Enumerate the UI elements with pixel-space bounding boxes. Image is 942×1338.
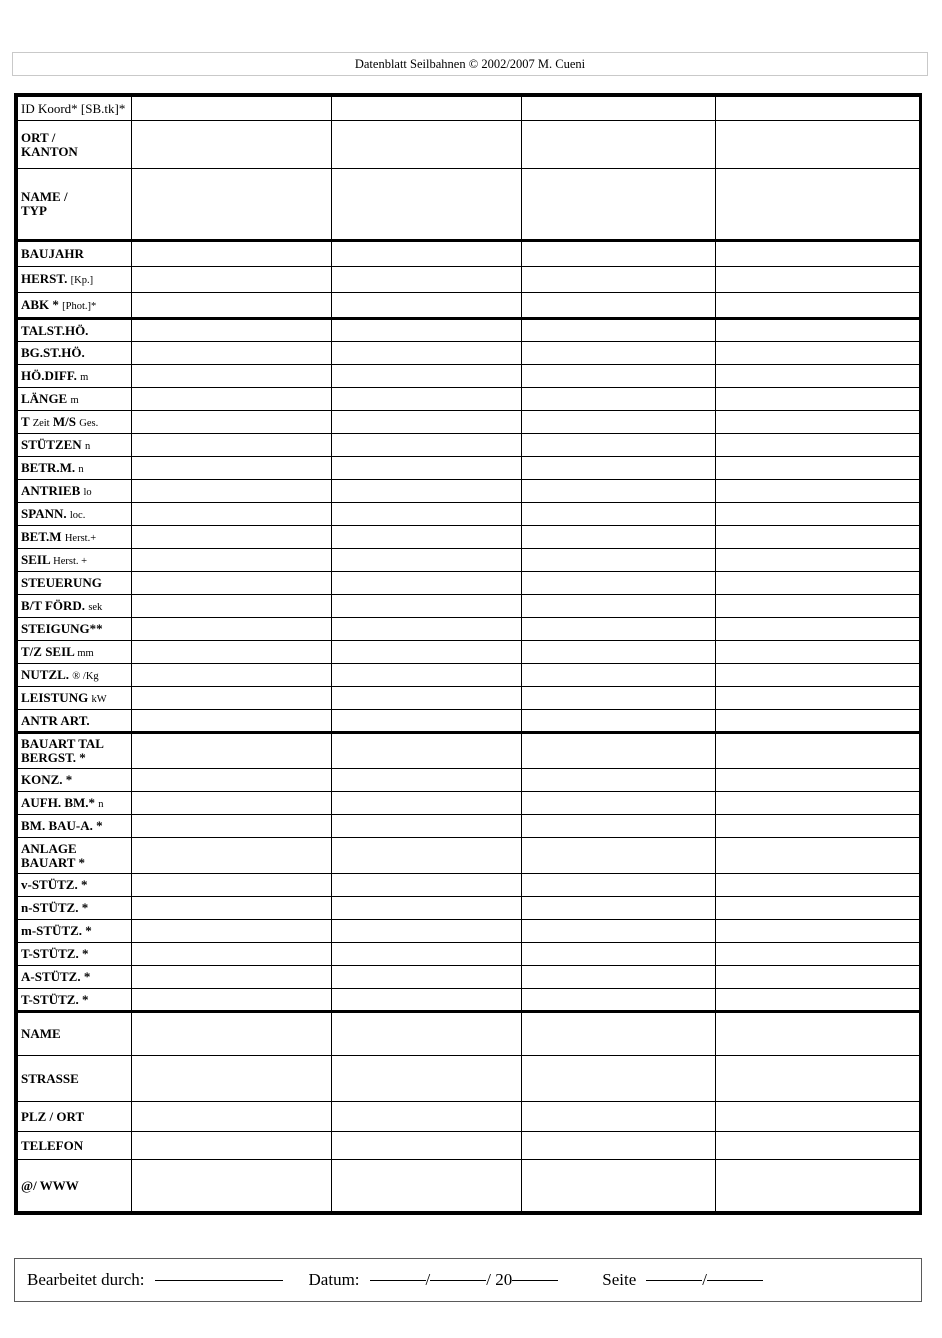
value-cell[interactable]: [522, 526, 716, 549]
value-cell[interactable]: [132, 769, 332, 792]
value-cell[interactable]: [332, 1056, 522, 1102]
footer-page-total-field[interactable]: [707, 1280, 763, 1281]
value-cell[interactable]: [522, 169, 716, 241]
value-cell[interactable]: [332, 319, 522, 342]
footer-date-sep-2: / 20: [486, 1270, 513, 1289]
value-cell[interactable]: [522, 815, 716, 838]
value-cell[interactable]: [716, 733, 920, 769]
value-cell[interactable]: [132, 618, 332, 641]
row-label: HÖ.DIFF. m: [18, 365, 132, 388]
value-cell[interactable]: [716, 434, 920, 457]
row-label: PLZ / ORT: [18, 1102, 132, 1132]
value-cell[interactable]: [132, 342, 332, 365]
value-cell[interactable]: [332, 815, 522, 838]
value-cell[interactable]: [716, 792, 920, 815]
row-label: A-STÜTZ. *: [18, 966, 132, 989]
value-cell[interactable]: [716, 267, 920, 293]
row-label: SPANN. loc.: [18, 503, 132, 526]
table-row: [18, 664, 920, 687]
footer-date-sep-1: /: [425, 1270, 431, 1289]
value-cell[interactable]: [132, 267, 332, 293]
value-cell[interactable]: [716, 365, 920, 388]
table-row: [18, 388, 920, 411]
row-label: @/ WWW: [18, 1160, 132, 1212]
table-row: [18, 989, 920, 1012]
value-cell[interactable]: [522, 595, 716, 618]
value-cell[interactable]: [716, 710, 920, 733]
value-cell[interactable]: [132, 792, 332, 815]
value-cell[interactable]: [332, 503, 522, 526]
table-row: [18, 549, 920, 572]
value-cell[interactable]: [716, 989, 920, 1012]
value-cell[interactable]: [716, 966, 920, 989]
value-cell[interactable]: [716, 411, 920, 434]
value-cell[interactable]: [132, 319, 332, 342]
row-label: ORT / KANTON: [18, 121, 132, 169]
value-cell[interactable]: [132, 838, 332, 874]
value-cell[interactable]: [332, 595, 522, 618]
table-row: [18, 503, 920, 526]
value-cell[interactable]: [716, 549, 920, 572]
value-cell[interactable]: [132, 457, 332, 480]
table-row: [18, 169, 920, 241]
value-cell[interactable]: [716, 319, 920, 342]
value-cell[interactable]: [332, 241, 522, 267]
value-cell[interactable]: [522, 838, 716, 874]
value-cell[interactable]: [132, 595, 332, 618]
row-label: STRASSE: [18, 1056, 132, 1102]
value-cell[interactable]: [132, 920, 332, 943]
value-cell[interactable]: [522, 1132, 716, 1160]
value-cell[interactable]: [132, 1102, 332, 1132]
value-cell[interactable]: [522, 1160, 716, 1212]
footer-date-day-field[interactable]: [370, 1280, 426, 1281]
table-row: [18, 874, 920, 897]
row-label: BET.M Herst.+: [18, 526, 132, 549]
value-cell[interactable]: [132, 121, 332, 169]
value-cell[interactable]: [332, 293, 522, 319]
value-cell[interactable]: [332, 966, 522, 989]
datasheet-table-body: [18, 97, 920, 1212]
row-label: n-STÜTZ. *: [18, 897, 132, 920]
value-cell[interactable]: [332, 365, 522, 388]
row-label: ABK * [Phot.]*: [18, 293, 132, 319]
value-cell[interactable]: [332, 121, 522, 169]
value-cell[interactable]: [332, 457, 522, 480]
value-cell[interactable]: [522, 97, 716, 121]
table-row: [18, 710, 920, 733]
row-label: BETR.M. n: [18, 457, 132, 480]
table-row: [18, 1056, 920, 1102]
value-cell[interactable]: [132, 710, 332, 733]
value-cell[interactable]: [522, 966, 716, 989]
row-label: T/Z SEIL mm: [18, 641, 132, 664]
table-row: [18, 792, 920, 815]
value-cell[interactable]: [522, 388, 716, 411]
value-cell[interactable]: [522, 920, 716, 943]
value-cell[interactable]: [716, 1012, 920, 1056]
value-cell[interactable]: [132, 411, 332, 434]
value-cell[interactable]: [716, 641, 920, 664]
value-cell[interactable]: [522, 1056, 716, 1102]
value-cell[interactable]: [332, 733, 522, 769]
table-row: [18, 815, 920, 838]
table-row: [18, 1132, 920, 1160]
value-cell[interactable]: [332, 1012, 522, 1056]
value-cell[interactable]: [132, 365, 332, 388]
value-cell[interactable]: [522, 411, 716, 434]
value-cell[interactable]: [716, 897, 920, 920]
value-cell[interactable]: [332, 989, 522, 1012]
row-label: AUFH. BM.* n: [18, 792, 132, 815]
row-label: LEISTUNG kW: [18, 687, 132, 710]
value-cell[interactable]: [332, 769, 522, 792]
value-cell[interactable]: [332, 664, 522, 687]
footer-bar: [14, 1258, 922, 1302]
value-cell[interactable]: [716, 687, 920, 710]
value-cell[interactable]: [716, 121, 920, 169]
table-row: [18, 769, 920, 792]
value-cell[interactable]: [716, 618, 920, 641]
row-label: T-STÜTZ. *: [18, 989, 132, 1012]
value-cell[interactable]: [332, 641, 522, 664]
value-cell[interactable]: [132, 388, 332, 411]
table-row: [18, 595, 920, 618]
value-cell[interactable]: [716, 572, 920, 595]
table-row: [18, 733, 920, 769]
value-cell[interactable]: [522, 1102, 716, 1132]
table-row: [18, 526, 920, 549]
row-label: BAUJAHR: [18, 241, 132, 267]
value-cell[interactable]: [132, 241, 332, 267]
row-label: ID Koord* [SB.tk]*: [18, 97, 132, 121]
value-cell[interactable]: [522, 769, 716, 792]
footer-editor-field[interactable]: [155, 1280, 283, 1281]
table-row: [18, 457, 920, 480]
table-row: [18, 897, 920, 920]
document-title: Datenblatt Seilbahnen © 2002/2007 M. Cueni: [354, 56, 586, 71]
value-cell[interactable]: [332, 549, 522, 572]
row-label: HERST. [Kp.]: [18, 267, 132, 293]
value-cell[interactable]: [716, 388, 920, 411]
footer-date-year-field[interactable]: [512, 1280, 558, 1281]
value-cell[interactable]: [132, 97, 332, 121]
table-row: [18, 838, 920, 874]
value-cell[interactable]: [522, 710, 716, 733]
value-cell[interactable]: [716, 293, 920, 319]
row-label: KONZ. *: [18, 769, 132, 792]
value-cell[interactable]: [332, 97, 522, 121]
value-cell[interactable]: [332, 710, 522, 733]
value-cell[interactable]: [332, 792, 522, 815]
row-label: ANLAGE BAUART *: [18, 838, 132, 874]
table-row: [18, 572, 920, 595]
value-cell[interactable]: [332, 388, 522, 411]
value-cell[interactable]: [716, 920, 920, 943]
table-row: [18, 966, 920, 989]
value-cell[interactable]: [522, 480, 716, 503]
row-label: ANTRIEB lo: [18, 480, 132, 503]
value-cell[interactable]: [132, 549, 332, 572]
row-label: NAME / TYP: [18, 169, 132, 241]
value-cell[interactable]: [132, 966, 332, 989]
value-cell[interactable]: [522, 943, 716, 966]
value-cell[interactable]: [522, 293, 716, 319]
value-cell[interactable]: [332, 480, 522, 503]
value-cell[interactable]: [522, 572, 716, 595]
row-label: NAME: [18, 1012, 132, 1056]
value-cell[interactable]: [522, 733, 716, 769]
table-row: [18, 241, 920, 267]
value-cell[interactable]: [716, 526, 920, 549]
row-label: BG.ST.HÖ.: [18, 342, 132, 365]
value-cell[interactable]: [522, 1012, 716, 1056]
value-cell[interactable]: [332, 169, 522, 241]
value-cell[interactable]: [132, 503, 332, 526]
value-cell[interactable]: [522, 267, 716, 293]
value-cell[interactable]: [332, 838, 522, 874]
row-label: LÄNGE m: [18, 388, 132, 411]
value-cell[interactable]: [522, 989, 716, 1012]
value-cell[interactable]: [332, 687, 522, 710]
value-cell[interactable]: [332, 943, 522, 966]
value-cell[interactable]: [522, 874, 716, 897]
value-cell[interactable]: [522, 342, 716, 365]
row-label: v-STÜTZ. *: [18, 874, 132, 897]
footer-page-number-field[interactable]: [646, 1280, 702, 1281]
value-cell[interactable]: [332, 526, 522, 549]
table-row: [18, 1160, 920, 1212]
value-cell[interactable]: [332, 434, 522, 457]
table-row: [18, 687, 920, 710]
table-row: [18, 1102, 920, 1132]
footer-page-label: Seite: [602, 1270, 637, 1289]
table-row: [18, 121, 920, 169]
value-cell[interactable]: [716, 169, 920, 241]
value-cell[interactable]: [522, 319, 716, 342]
value-cell[interactable]: [522, 641, 716, 664]
value-cell[interactable]: [132, 572, 332, 595]
table-row: [18, 319, 920, 342]
value-cell[interactable]: [132, 1012, 332, 1056]
row-label: BM. BAU-A. *: [18, 815, 132, 838]
value-cell[interactable]: [716, 838, 920, 874]
value-cell[interactable]: [716, 1132, 920, 1160]
value-cell[interactable]: [132, 897, 332, 920]
value-cell[interactable]: [332, 1160, 522, 1212]
table-row: [18, 480, 920, 503]
value-cell[interactable]: [522, 897, 716, 920]
value-cell[interactable]: [132, 733, 332, 769]
value-cell[interactable]: [716, 769, 920, 792]
value-cell[interactable]: [332, 572, 522, 595]
value-cell[interactable]: [716, 241, 920, 267]
table-row: [18, 342, 920, 365]
row-label: ANTR ART.: [18, 710, 132, 733]
value-cell[interactable]: [132, 687, 332, 710]
value-cell[interactable]: [522, 792, 716, 815]
row-label: STÜTZEN n: [18, 434, 132, 457]
value-cell[interactable]: [132, 664, 332, 687]
value-cell[interactable]: [522, 618, 716, 641]
value-cell[interactable]: [332, 342, 522, 365]
table-row: [18, 943, 920, 966]
footer-editor-label: Bearbeitet durch:: [27, 1270, 145, 1289]
footer-page-sep: /: [702, 1270, 707, 1289]
value-cell[interactable]: [132, 293, 332, 319]
value-cell[interactable]: [332, 618, 522, 641]
value-cell[interactable]: [132, 943, 332, 966]
table-row: [18, 293, 920, 319]
row-label: TELEFON: [18, 1132, 132, 1160]
table-row: [18, 920, 920, 943]
value-cell[interactable]: [332, 897, 522, 920]
value-cell[interactable]: [522, 549, 716, 572]
row-label: BAUART TAL BERGST. *: [18, 733, 132, 769]
footer-date-label: Datum:: [308, 1270, 360, 1289]
value-cell[interactable]: [132, 434, 332, 457]
value-cell[interactable]: [716, 595, 920, 618]
table-row: [18, 434, 920, 457]
value-cell[interactable]: [716, 874, 920, 897]
value-cell[interactable]: [522, 365, 716, 388]
value-cell[interactable]: [716, 457, 920, 480]
value-cell[interactable]: [522, 241, 716, 267]
value-cell[interactable]: [132, 1132, 332, 1160]
row-label: T Zeit M/S Ges.: [18, 411, 132, 434]
value-cell[interactable]: [132, 526, 332, 549]
value-cell[interactable]: [716, 1102, 920, 1132]
value-cell[interactable]: [132, 1056, 332, 1102]
value-cell[interactable]: [522, 434, 716, 457]
row-label: SEIL Herst. +: [18, 549, 132, 572]
value-cell[interactable]: [716, 342, 920, 365]
table-row: [18, 267, 920, 293]
value-cell[interactable]: [332, 920, 522, 943]
value-cell[interactable]: [132, 480, 332, 503]
value-cell[interactable]: [132, 169, 332, 241]
datasheet-table: [17, 96, 920, 1212]
value-cell[interactable]: [522, 687, 716, 710]
table-row: [18, 618, 920, 641]
row-label: NUTZL. ® /Kg: [18, 664, 132, 687]
value-cell[interactable]: [332, 267, 522, 293]
table-row: [18, 1012, 920, 1056]
table-row: [18, 97, 920, 121]
row-label: TALST.HÖ.: [18, 319, 132, 342]
table-row: [18, 365, 920, 388]
value-cell[interactable]: [132, 989, 332, 1012]
value-cell[interactable]: [522, 121, 716, 169]
value-cell[interactable]: [716, 1056, 920, 1102]
row-label: STEUERUNG: [18, 572, 132, 595]
document-header: [12, 52, 928, 76]
row-label: m-STÜTZ. *: [18, 920, 132, 943]
value-cell[interactable]: [132, 641, 332, 664]
value-cell[interactable]: [522, 457, 716, 480]
value-cell[interactable]: [332, 1132, 522, 1160]
table-row: [18, 641, 920, 664]
value-cell[interactable]: [716, 943, 920, 966]
table-row: [18, 411, 920, 434]
value-cell[interactable]: [132, 1160, 332, 1212]
value-cell[interactable]: [132, 815, 332, 838]
value-cell[interactable]: [332, 1102, 522, 1132]
value-cell[interactable]: [716, 480, 920, 503]
value-cell[interactable]: [332, 411, 522, 434]
row-label: B/T FÖRD. sek: [18, 595, 132, 618]
footer-date-month-field[interactable]: [430, 1280, 486, 1281]
value-cell[interactable]: [716, 97, 920, 121]
value-cell[interactable]: [332, 874, 522, 897]
value-cell[interactable]: [522, 664, 716, 687]
row-label: STEIGUNG**: [18, 618, 132, 641]
value-cell[interactable]: [522, 503, 716, 526]
datasheet-table-wrapper: [14, 93, 922, 1215]
value-cell[interactable]: [132, 874, 332, 897]
row-label: T-STÜTZ. *: [18, 943, 132, 966]
value-cell[interactable]: [716, 664, 920, 687]
value-cell[interactable]: [716, 1160, 920, 1212]
value-cell[interactable]: [716, 815, 920, 838]
value-cell[interactable]: [716, 503, 920, 526]
